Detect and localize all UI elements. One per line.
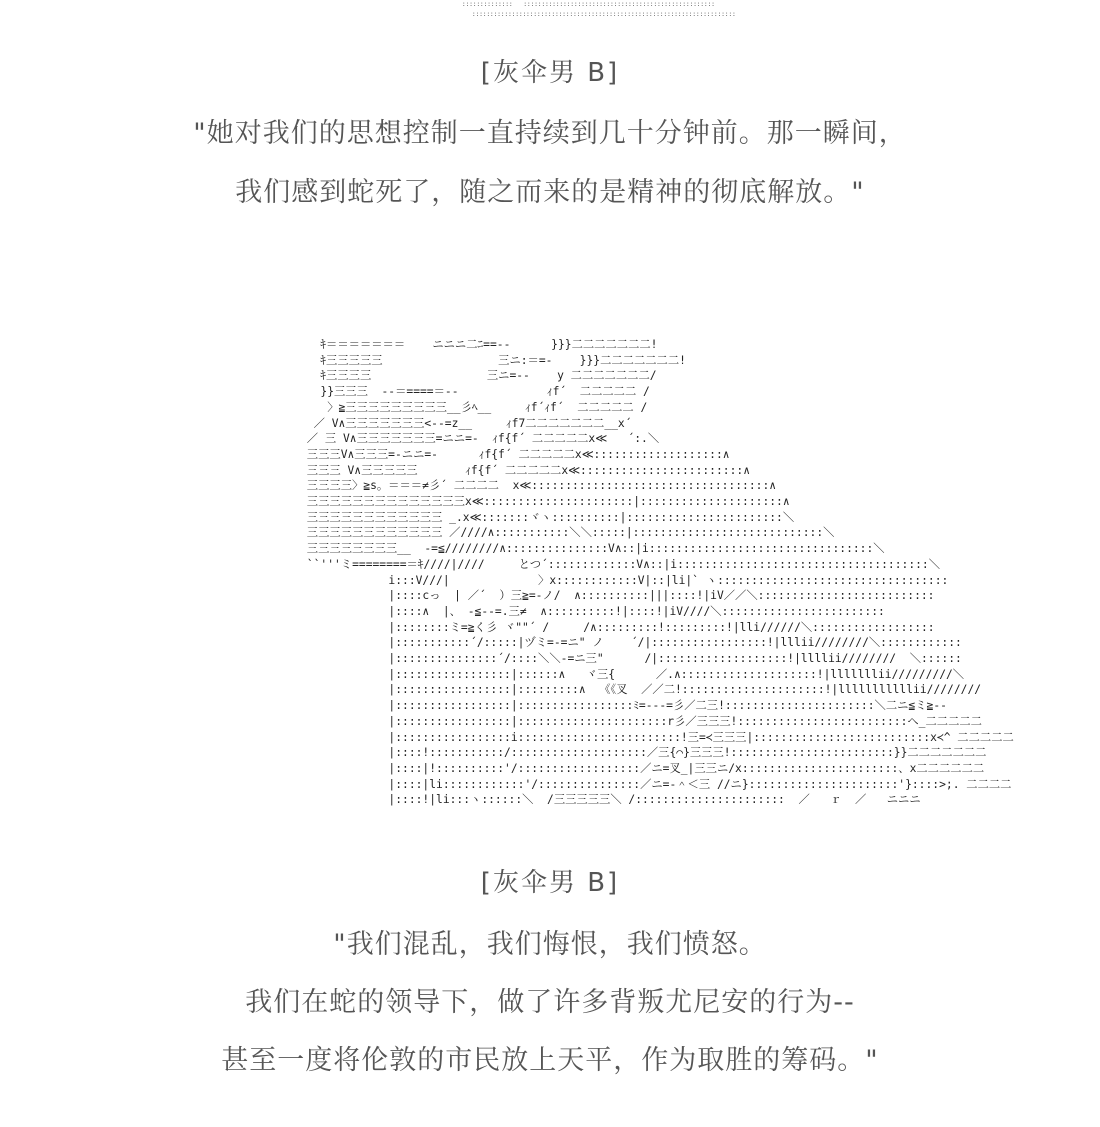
speaker-label-2: [灰伞男 B]: [480, 868, 620, 898]
header-dots-top: :::::::::::::: :::::::::::::::::::::::::::::::::::::::::::::::::::::: [462, 1, 715, 8]
dialogue-line-2-3: 甚至一度将伦敦的市民放上天平，作为取胜的筹码。": [221, 1045, 879, 1076]
dialogue-line-2-2: 我们在蛇的领导下，做了许多背叛尤尼安的行为--: [245, 987, 855, 1018]
dialogue-line-2-1: "我们混乱，我们悔恨，我们愤怒。: [333, 929, 767, 960]
dialogue-line-1-1: "她对我们的思想控制一直持续到几十分钟前。那一瞬间，: [193, 118, 907, 149]
ascii-art-figure: ｷ＝＝＝＝＝＝＝ ニニニ二ﾆ==-- }}}二二二二二二二! ｷ三三三三三 三ニ:＝=- }}}二二二二二二二! ｷ三三三三 三ニ=-- y 二二二二二二二/ }}三三三 --＝====＝-- ｨf´ 二二二二二 / 〉≧三三三三三三三三三__彡ﾍ__ ｨf´ｨf´ 二二二二二 / ／ V∧三三三三三三三<--=z__ ｨf7二二二二二二二__x´ ／ 三 V∧三三三三三三三=ニニ=- ｨf{f´ 二二二二二x≪ ´:.＼ 三三三V∧三三三=-ニニ=- ｨf{f´ 二二二二二x≪:::::::::::::::::::∧ 三三三 V∧三三三三三 ｨf{f´ 二二二二二x≪::::::::::::::::::::::::∧ 三三三三〉≧s。＝＝＝≠彡´ 二二二二 x≪:::::::::::::::::::::::::::::::::::∧ 三三三三三三三三三三三三三三x≪::::::::::::::::::::::|:::::::::::::::::::::∧ 三三三三三三三三三三三三 _.x≪:::::::ヾヽ::::::::::|:::::::::::::::::::::::＼ 三三三三三三三三三三三三 ／////∧:::::::::::＼＼:::::|::::::::::::::::::::::::::::＼ 三三三三三三三三__ -=≦////////∧:::::::::::::::V∧::|i:::::::::::::::::::::::::::::::::＼ ``'''ミ========＝ｷ////|//// とつ´:::::::::::::V∧::|i:::::::::::::::::::::::::::::::::::::＼ i:::V///| 〉x::::::::::::V|::|li|` ヽ:::::::::::::::::::::::::::::::::: |::::cっ | ／´ ）三≧=-ノ/ ∧::::::::::|||::::!|iV／／＼:::::::::::::::::::::::::: |::::∧ |、 -≦--=.三≠ ∧::::::::::!|::::!|iV////＼:::::::::::::::::::::::: |::::::::ミ=≧く彡 ヾ""´ / /∧:::::::::!:::::::::!|lli//////＼:::::::::::::::::: |:::::::::::´/:::::|ヅミ=-=ニ" ノ ´/|:::::::::::::::::!|lllii////////＼:::::::::::: |:::::::::::::::´/::::＼＼-=ニ三" /|:::::::::::::::::::!|llllii//////// ＼:::::: |:::::::::::::::::|::::::∧ ヾ三{ ／.∧::::::::::::::::::::!|lllllllii/////////＼ |:::::::::::::::::|:::::::::∧ 《《叉 ／／二!:::::::::::::::::::::!|lllllllllllii//////// |:::::::::::::::::|:::::::::::::::::ﾐ=---=彡／二三!::::::::::::::::::::::＼二ニ≦ミ≧-- |:::::::::::::::::|::::::::::::::::::::::r彡／三三三!:::::::::::::::::::::::::へ_二二二二二 |:::::::::::::::::i::::::::::::::::::::::::!三=≺三三三|::::::::::::::::::::::::::x≺^ 二二二二二 |::::!:::::::::::/::::::::::::::::::::／三{⌒}三三三!::::::::::::::::::::::::}}二二二二二二二 |::::|!::::::::::'/::::::::::::::::::／ニ=叉_|三三ニ/x:::::::::::::::::::::::、x二二二二二二 |::::|li::::::::::::'/:::::::::::::::／ニ=-＾＜三 //ニ}::::::::::::::::::::::'}::::>;. 二二二二 |::::!|li:::ヽ::::::＼ /三三三三三＼ /:::::::::::::::::::::: ／ ｒ ／ ニニニ: [306, 338, 1014, 807]
header-dots-bottom: :::::::::::::::::::::::::::::::::::::::::::::::::::::::::::::::::::::::::: [472, 11, 736, 18]
speaker-label-1: [灰伞男 B]: [480, 58, 620, 88]
dialogue-line-1-2: 我们感到蛇死了，随之而来的是精神的彻底解放。": [235, 177, 865, 208]
